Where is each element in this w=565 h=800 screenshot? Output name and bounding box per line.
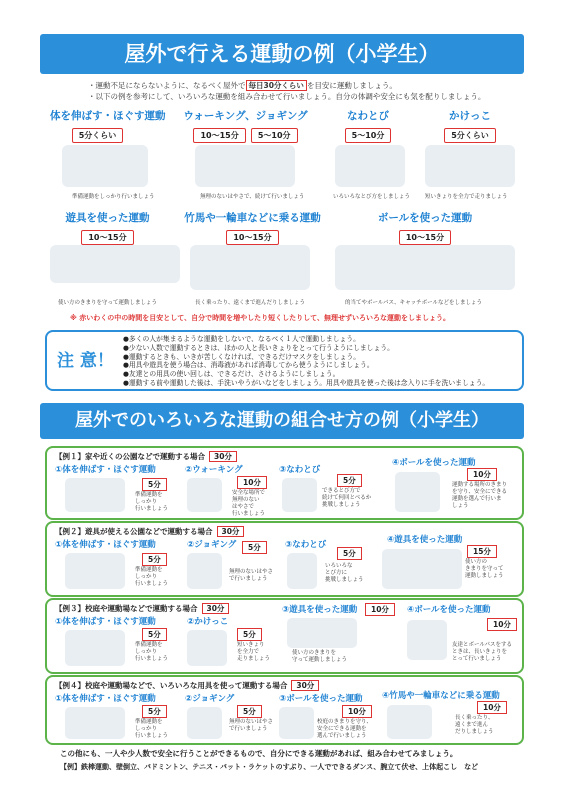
caution-item: ●友達との用具の使い回しは、できるだけ、さけるようにしましょう。: [123, 370, 340, 379]
example-4: 【例４】校庭や運動場などで、いろいろな用具を使って運動する場合 30分 ①体を伸ばす・ほぐす運動 5分 準備運動を しっかり 行いましょう ②ジョギング 5分 無理のないはやさ で行いましょう ③ボールを使った運動 10分 校庭のきまりを守り、 安全にできる運動を 選んで行いましょう ④竹馬や一輪車などに乗る運動 10分 長く乗ったり、 遠くまで進ん だりしましょう: [45, 675, 524, 745]
caution-item: ●用具や遊具を使う場合は、消毒液があれば消毒してから使うようにしましょう。: [123, 361, 374, 370]
caution-item: ●運動する前や運動した後は、手洗いやうがいなどをしましょう。用具や遊具を使った後は念入りに手を洗いましょう。: [123, 378, 490, 387]
intro-text: ・運動不足にならないように、なるべく屋外で 毎日30分くらい を目安に運動しましょう。 ・以下の例を参考にして、いろいろな運動を組み合わせて行いましょう。自分の体調や安全にも気を配りしましょう。: [88, 81, 486, 101]
activity-caption: 短いきょりを全力で走りましょう: [425, 194, 508, 200]
example-2: 【例２】遊具が使える公園などで運動する場合 30分 ①体を伸ばす・ほぐす運動 5分 準備運動を しっかり 行いましょう ②ジョギング 5分 無理のないはやさ で行いましょう ③なわとび 5分 いろいろな とび方に 挑戦しましょう ④遊具を使った運動 15分 使い方の きまりを守って 運動しましょう: [45, 521, 524, 597]
page-title: 屋外で行える運動の例（小学生）: [40, 34, 524, 74]
caution-label: 注 意！: [57, 351, 114, 371]
caution-item: ●少ない人数で運動するときは、ほかの人と長いきょりをとって行うようにしましょう。: [123, 343, 394, 352]
activity-jumprope: なわとび 5〜10分: [333, 108, 403, 143]
example-1: 【例１】家や近くの公園などで運動する場合 30分 ①体を伸ばす・ほぐす運動 5分 準備運動を しっかり 行いましょう ②ウォーキング 10分 安全な場所で 無理のない はやさで 行いましょう ③なわとび 5分 できるとび方で 続けて何回とべるか 挑戦しましょう ④ボールを使った運動 10分 運動する場所のきまり を守り、安全にできる 運動を選んで行いま しょう: [45, 446, 524, 520]
playground-illustration: [50, 245, 180, 283]
activity-caption: いろいろなとび方をしましょう: [333, 194, 411, 200]
activity-caption: 的当てやボールパス、キャッチボールなどをしましょう: [345, 300, 483, 306]
activity-walking: ウォーキング、ジョギング 10〜15分 5〜10分: [183, 108, 308, 143]
section-title: 屋外でのいろいろな運動の組合せ方の例（小学生）: [40, 403, 524, 439]
running-illustration: [425, 145, 515, 187]
caution-box: [45, 330, 524, 391]
activity-caption: 使い方のきまりを守って運動しましょう: [58, 300, 158, 306]
caution-item: ●多くの人が集まるような運動をしないで、なるべく１人で運動しましょう。: [123, 335, 360, 343]
activity-ball: ボールを使った運動 10〜15分: [370, 210, 480, 245]
time-note: ※ 赤いわくの中の時間を目安として、自分で時間を増やしたり短くしたりして、無理せずいろいろな運動をしましょう。: [70, 314, 450, 322]
activity-caption: 無理のないはやさで、続けて行いましょう: [200, 194, 305, 200]
stilts-illustration: [190, 245, 310, 290]
activity-playground: 遊具を使った運動 10〜15分: [60, 210, 155, 245]
activity-caption: 長く乗ったり、遠くまで進んだりしましょう: [195, 300, 306, 306]
walking-illustration: [195, 145, 295, 187]
stretch-illustration: [62, 145, 148, 187]
jumprope-illustration: [335, 145, 405, 187]
example-3: 【例３】校庭や運動場などで運動する場合 30分 ①体を伸ばす・ほぐす運動 5分 準備運動を しっかり 行いましょう ②かけっこ 5分 短いきょり を全力で 走りましょう ③遊具を使った運動 10分 使い方のきまりを 守って運動しましょう ④ボールを使った運動 10分 友達とボールパスをする ときは、長いきょりを とって行いましょう: [45, 598, 524, 674]
ball-illustration: [335, 245, 515, 290]
activity-caption: 準備運動をしっかり行いましょう: [72, 194, 155, 200]
activity-running: かけっこ 5分くらい: [430, 108, 510, 143]
footer-examples: 【例】鉄棒運動、壁倒立、バドミントン、テニス・バット・ラケットのすぶり、一人でできるダンス、腕立て伏せ、上体起こし など: [60, 763, 479, 771]
footer-text: この他にも、一人や少人数で安全に行うことができるもので、自分にできる運動があれば、組み合わせてみましょう。: [60, 749, 458, 758]
caution-item: ●運動するときも、いきが苦しくなければ、できるだけマスクをしましょう。: [123, 352, 361, 361]
activity-stretch: 体を伸ばす・ほぐす運動 5分くらい: [50, 108, 145, 143]
activity-stilts: 竹馬や一輪車などに乗る運動 10〜15分: [180, 210, 325, 245]
